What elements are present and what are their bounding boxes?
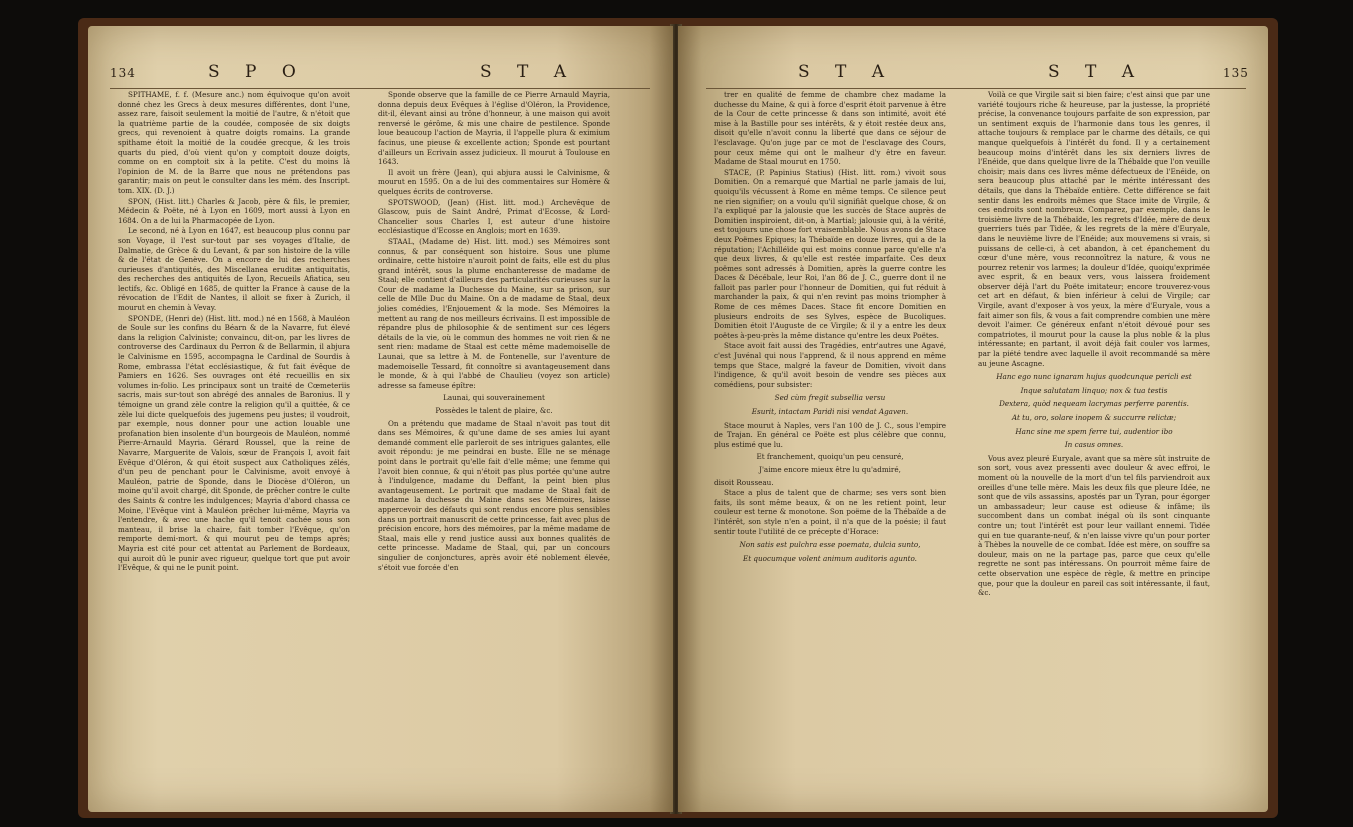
left-page xyxy=(88,26,673,812)
entry-spon: SPON, (Hist. litt.) Charles & Jacob, père & fils, le premier, Médecin & Poëte, né à Lyon en 1609, mort aussi à Lyon en 1684. On a de lui la Pharmacopée de Lyon. xyxy=(118,196,350,225)
aeneid-line-3: Dextera, quòd nequeam lacrymas perferre parentis. xyxy=(999,399,1189,409)
aeneid-line-1: Hanc ego nunc ignaram hujus quodcunque pericli est xyxy=(996,372,1192,382)
rousseau-attribution: disoit Rousseau. xyxy=(714,477,774,487)
stace-death: Stace mourut à Naples, vers l'an 100 de J. C., sous l'empire de Trajan. En général ce Poëte est plus célèbre que connu, plus estimé que lu. xyxy=(714,420,946,449)
right-column-1 xyxy=(714,90,946,567)
sponde-brother: Il avoit un frère (Jean), qui abjura aussi le Calvinisme, & mourut en 1595. On a de lui des commentaires sur Homère & quelques écrits de controverse. xyxy=(378,167,610,196)
aeneid-line-5: Hanc sine me spem ferre tui, audentior ibo xyxy=(1015,426,1173,436)
right-page xyxy=(678,26,1268,812)
aeneid-line-6: In casus omnes. xyxy=(1064,440,1124,450)
euryale-discussion: Vous avez pleuré Euryale, avant que sa mère sût instruite de son sort, vous avez pressenti avec douleur & avec effroi, le moment où la nouvelle de la mort d'un tel fils parviendroit aux oreilles d'une telle mère. Mais les deux fils que pleure Idée, ne sont que de vils assassins, apostés par un Tyran, pour égorger un ambassadeur; leur cause est odieuse & infâme; ils succombent dans un combat inégal où ils sont cinquante contre un; tout l'intérêt est pour leur vaillant ennemi. Tidée qui en tue quarante-neuf, & n'en laisse vivre qu'un pour porter à Thèbes la nouvelle de ce combat. Idée est mère, on souffre sa douleur, mais on ne la partage pas, parce que ceux qu'elle regrette ne sont pas intéressans. On pourroit même faire de cette observation une espèce de règle, & mettre en principe que, pour que la douleur en pareil cas soit intéressante, il faut, &c. xyxy=(978,453,1210,598)
right-page-number: 135 xyxy=(1223,66,1249,80)
aeneid-line-2: Inque salutatam linquo; nox & tua testis xyxy=(1020,385,1168,395)
left-column-2 xyxy=(378,90,610,573)
entry-spon-second: Le second, né à Lyon en 1647, est beaucoup plus connu par son Voyage, il l'est sur-tout par ses voyages d'Italie, de Dalmatie, de Grèce & du Levant, & par son histoire de la ville & de l'état de Genève. On a encore de lui des recherches curieuses d'antiquités, des Miscellanea eruditæ antiquitatis, des recherches des antiquités de Lyon, Recueils Afiatica, seu lectifs, &c. Obligé en 1685, de quitter la France à cause de la révocation de l'Edit de Nantes, il alloit se fixer à Zurich, il mourut en chemin à Vevay. xyxy=(118,226,350,313)
juvenal-line-2: Esurit, intactam Paridi nisi vendat Agaven. xyxy=(751,407,909,416)
left-running-head-right: S T A xyxy=(480,62,577,82)
staal-continued: On a prétendu que madame de Staal n'avoit pas tout dit dans ses Mémoires, & qu'une dame de ses amies lui ayant demandé comment elle parleroit de ses intrigues galantes, elle avoit répondu: je me peindrai en buste. Elle ne se ménage point dans le portrait qu'elle fait d'elle même; une femme qui l'avoit bien connue, & qui n'étoit pas plus portée qu'une autre à l'indulgence, madame du Deffant, la peint bien plus avantageusement. Le portrait que madame de Staal fait de madame la duchesse du Maine dans ses Mémoires, laisse appercevoir des défauts qui sont rendus encore plus sensibles dans un portrait manuscrit de cette princesse, fait avec plus de précision encore, hors des mémoires, par la même madame de Staal, mais elle y rend justice aussi aux bonnes qualités de cette princesse. Madame de Staal, qui, par un concours singulier de conjonctures, après avoir été noblement élevée, s'étoit vue forcée d'en xyxy=(378,418,610,572)
left-running-head-left: S P O xyxy=(208,62,306,82)
juvenal-line-1: Sed cùm fregit subsellia versu xyxy=(774,393,886,403)
left-column-1 xyxy=(118,90,350,574)
virgil-comparison: Voilà ce que Virgile sait si bien faire; c'est ainsi que par une variété toujours riche & heureuse, par la justesse, la propriété précise, la convenance toujours parfaite de son expression, par un sentiment exquis de l'harmonie dans tous les genres, il attache toujours & remplace par le charme des détails, ce qui manque quelquefois à l'intérêt du fond. Il y a certainement beaucoup moins d'intérêt dans les six derniers livres de l'Enéide, que dans quelque livre de la Thébaïde que l'on veuille choisir; mais dans ces livres même défectueux de l'Enéide, on sera beaucoup plus attaché par le mérite intéressant des détails, que dans la Thébaïde entière. Cette différence se fait sentir dans les endroits mêmes que Stace imite de Virgile, & ces endroits sont nombreux. Comparez, par exemple, dans le troisième livre de la Thébaïde, les regrets d'Idée, mère de deux guerriers tués par Tidée, & les regrets de la mère d'Euryale, dans le neuvième livre de l'Enéide; aux mouvemens si vrais, si puissans de celle-ci, à cet abandon, à cet épanchement du cœur d'une mère, vous reconnoîtrez la nature, & vous ne pourrez retenir vos larmes; la douleur d'Idée, quoiqu'exprimée avec esprit, & en beaux vers, vous laissera froidement observer déjà l'art du Poëte imitateur; encore trouverez-vous cet art en défaut, & bien inférieur à celui de Virgile; car Virgile, avant d'exposer à vos yeux, la mère d'Euryale, vous a fait aimer son fils, & vous a fait comprendre combien une mère devoit l'aimer. Ce généreux enfant n'étoit dévoué pour ses compatriotes, il mourut pour la cause la plus noble & la plus intéressante; en partant, il avoit déjà fait couler vos larmes, par la piété tendre avec laquelle il avoit recommandé sa mère au jeune Ascagne. xyxy=(978,90,1210,368)
stace-tragedies: Stace avoit fait aussi des Tragédies, entr'autres une Agavé, c'est Juvénal qui nous l'apprend, & il nous apprend en même temps que Stace, malgré la faveur de Domitien, vivoit dans l'indigence, & qu'il avoit besoin de vendre ses pièces aux comédiens, pour subsister: xyxy=(714,341,946,389)
quote-line-2: Possèdes le talent de plaire, &c. xyxy=(435,406,553,415)
stace-talent: Stace a plus de talent que de charme; ses vers sont bien faits, ils sont même beaux, & on ne les retient point, leur couleur est terne & monotone. Son poëme de la Thébaïde a de l'intérêt, son style n'en a point, il n'a que de la poésie; il faut sentir toute l'utilité de ce précepte d'Horace: xyxy=(714,488,946,536)
right-running-head-left: S T A xyxy=(798,62,895,82)
right-head-rule xyxy=(706,88,1246,89)
staal-ending: trer en qualité de femme de chambre chez madame la duchesse du Maine, & qui à force d'esprit étoit parvenue à être de la Cour de cette princesse & dans son intimité, avoit été mise à la Bastille pour ses intérêts, & y étoit restée deux ans, disoit qu'elle n'avoit connu la liberté que dans ce séjour de l'esclavage. Qu'on juge par ce mot de l'esclavage des Cours, pour ceux même qui ont le malheur d'y être en faveur. Madame de Staal mourut en 1750. xyxy=(714,90,946,167)
sponde-continued: Sponde observe que la famille de ce Pierre Arnauld Mayria, donna depuis deux Evêques à l'église d'Oléron, la Providence, dit-il, élevant ainsi au trône d'honneur, à une maison qui avoit renversé le gérôme, & mis une chaire de pestilence. Sponde loue beaucoup l'action de Mayria, il l'appelle plura & eximium facinus, une pieuse & excellente action; Sponde est pourtant d'ailleurs un Ecrivain assez judicieux. Il mourut à Toulouse en 1643. xyxy=(378,90,610,167)
right-running-head-right: S T A xyxy=(1048,62,1145,82)
horace-line-2: Et quocumque volent animum auditoris agunto. xyxy=(743,553,917,563)
open-book xyxy=(78,18,1278,818)
right-column-2 xyxy=(978,90,1210,599)
quote-line-1: Launai, qui souverainement xyxy=(443,393,545,403)
entry-sponde: SPONDE, (Henri de) (Hist. litt. mod.) né en 1568, à Mauléon de Soule sur les confins du Béarn & de la Navarre, fut élevé dans la religion Calviniste; convaincu, dit-on, par les livres de controverse des Cardinaux du Perron & de Bellarmin, il abjura le Calvinisme en 1595, accompagna le Cardinal de Sourdis à Rome, embrassa l'état ecclésiastique, & fut fait évêque de Pamiers en 1626. Ses ouvrages ont été recueillis en six volumes in-folio. Les principaux sont un traité de Cœmeteriis sacris, mais sur-tout son abrégé des annales de Baronius. Il y témoigne un grand zèle contre la religion qu'il a quittée, & ce zèle lui dicte quelquefois des jugemens peu justes; il voudroit, par exemple, nous donner pour une action louable une profanation bien insolente d'un bourgeois de Mauléon, nommé Pierre-Arnauld Mayria. Gérard Roussel, que la reine de Navarre, Marguerite de Valois, sœur de François I, avoit fait Evêque d'Oléron, & qui étoit suspect aux Catholiques zélés, d'un peu de penchant pour le Calvinisme, avoit envoyé à Mauléon, patrie de Sponde, dans le Diocèse d'Oléron, un moine qu'il avoit chargé, dit Sponde, de prêcher contre le culte des Saints & contre les indulgences; Mayria d'abord chassa ce Moine, l'Evêque vint à Mauléon prêcher lui-même, Mayria va l'entendre, & avec une hache qu'il tenoit cachée sous son manteau, il brise la chaire, fait tomber l'Evêque, qu'on remporte demi-mort. & qui mourut peu de temps après; Mayria est cité pour cet attentat au Parlement de Bordeaux, qui auroit dû le punir avec rigueur, quelque tort que put avoir l'Evêque, & qui ne le punit point. xyxy=(118,313,350,573)
entry-staal: STAAL, (Madame de) Hist. litt. mod.) ses Mémoires sont connus, & par conséquent son histoire. Sous une plume ordinaire, cette histoire n'auroit point de faits, elle est du plus grand intérêt, sous la plume enchanteresse de madame de Staal; elle contient d'ailleurs des particularités curieuses sur la Cour de madame la Duchesse du Maine, sur sa prison, sur celle de Mlle Duc du Maine. On a de madame de Staal, deux jolies comédies, l'Enjouement & la mode. Ses Mémoires la mettent au rang de nos meilleurs écrivains. Il est impossible de répandre plus de philosophie & de sentiment sur ces légers détails de la vie, où le commun des hommes ne voit rien & ne sent rien: madame de Staal est cette même mademoiselle de Launai, que sa lettre à M. de Fontenelle, sur l'aventure de mademoiselle Tessard, fit connoître si avantageusement dans le monde, & à qui l'abbé de Chaulieu (voyez son article) adresse sa fameuse épître: xyxy=(378,236,610,390)
rousseau-line-1: Et franchement, quoiqu'un peu censuré, xyxy=(756,452,904,462)
entry-stace: STACE, (P. Papinius Statius) (Hist. litt. rom.) vivoit sous Domitien. On a remarqué que Martial ne parle jamais de lui, quoiqu'ils vécussent à Rome en même temps. Ce silence peut ne rien signifier; on a voulu qu'il signifiât quelque chose, & on l'a expliqué par la jalousie que les succès de Stace auprès de Domitien inspiroient, dit-on, à Martial; jalousie qui, à la vérité, est toujours une chose fort vraisemblable. Nous avons de Stace deux Poëmes Epiques; la Thébaïde en douze livres, qui a de la réputation; l'Achilléïde qui est moins connue parce qu'elle n'a que deux livres, & qu'elle est restée imparfaite. Ces deux poëmes sont adressés à Domitien, après la guerre contre les Daces & Décébale, leur Roi, l'an 86 de J. C., guerre dont il ne falloit pas parler pour l'honneur de Domitien, qui fut réduit à marchander la paix, & qui n'en revint pas moins triompher à Rome de ces mêmes Daces. Stace fit encore Domitien en plusieurs endroits de ses Sylves, espèce de Bucoliques. Domitien étoit l'Auguste de ce Virgile; & il y a entre les deux poëtes à-peu-près la même distance qu'entre les deux Poëtes. xyxy=(714,167,946,340)
rousseau-line-2: J'aime encore mieux être lu qu'admiré, xyxy=(759,464,901,474)
left-head-rule xyxy=(110,88,650,89)
horace-line-1: Non satis est pulchra esse poemata, dulcia sunto, xyxy=(739,540,921,550)
entry-spotswood: SPOTSWOOD, (Jean) (Hist. litt. mod.) Archevêque de Glascow, puis de Saint André, Primat d'Ecosse, & Lord-Chancelier sous Charles I, est auteur d'une histoire ecclésiastique d'Ecosse en Anglois; mort en 1639. xyxy=(378,197,610,236)
entry-spithame: SPITHAME, f. f. (Mesure anc.) nom équivoque qu'on avoit donné chez les Grecs à deux mesures différentes, dont l'une, assez rare, faisoit seulement la moitié de l'autre, & n'étoit que la quatrième partie de la coudée, composée de six doigts grecs, qui revenoient à quatre doigts romains. La grande spithame étoit la moitié de la coudée grecque, & les trois quarts du pied, d'où vient qu'on y comptoit douze doigts, comme on en comptoit six à la petite. C'est du moins là l'opinion de M. de la Barre que nous ne prétendons pas garantir; mais on peut le consulter dans les mém. des Inscript. tom. XIX. (D. J.) xyxy=(118,90,350,195)
left-page-number: 134 xyxy=(110,66,136,80)
aeneid-line-4: At tu, oro, solare inopem & succurre relictæ; xyxy=(1011,413,1177,422)
